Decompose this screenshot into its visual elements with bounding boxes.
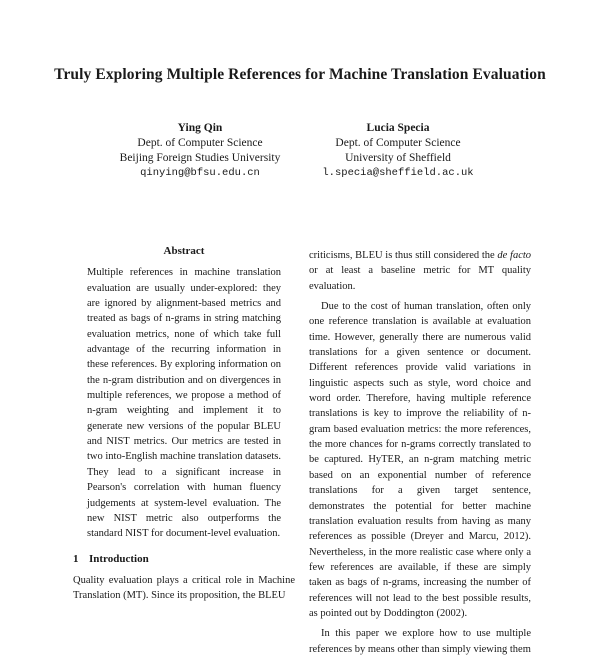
paper-title: Truly Exploring Multiple References for Machine Translation Evaluation (54, 66, 546, 83)
author-department: Dept. of Computer Science (335, 137, 461, 149)
paragraph-text: criticisms, BLEU is thus still considered the (309, 250, 495, 261)
author-name: Ying Qin (177, 122, 223, 134)
author-block-2 (298, 121, 498, 181)
author-institution: University of Sheffield (345, 152, 451, 164)
author-department: Dept. of Computer Science (137, 137, 263, 149)
author-block-1 (100, 121, 300, 181)
paragraph-text: or at least a baseline metric for MT quality evaluation. (309, 265, 531, 292)
right-column (309, 248, 531, 657)
body-paragraph-3: In this paper we explore how to use multiple references by means other than simply viewing them (309, 628, 531, 655)
section-title: Introduction (89, 552, 149, 565)
left-column (73, 244, 295, 604)
abstract-text: Multiple references in machine translation evaluation are usually under-explored: they are ignored by alignment-based metrics and treated as bags of n-grams in string matching evaluation metrics, none of which take full advantage of the recurring information in these references. By exploring information on the n-gram distribution and on divergences in multiple references, we propose a method of n-gram weighting and implement it to generate new versions of the popular BLEU and NIST metrics. Our metrics are tested in two into-English machine translation datasets. They lead to a significant increase in Pearson's correlation with human fluency judgements at system-level evaluation. The new NIST metric also outperforms the standard NIST for document-level evaluation. (87, 267, 281, 540)
body-paragraph-2: Due to the cost of human translation, often only one reference translation is available at evaluation time. However, generally there are numerous valid translations for a given sentence or document. Different references provide valid variations in linguistic aspects such as style, word choice and word order. Therefore, having multiple reference translations is key to improve the reliability of n-gram based evaluation metrics: the more references, the more chances for n-grams correctly translated to be captured. HyTER, an n-gram matching metric based on an exponential number of reference translations for a given target sentence, demonstrates the potential for better machine translation evaluation results from having as many references as possible (Dreyer and Marcu, 2012). Nevertheless, in the more realistic case where only a few references are available, if these are simply taken as bags of n-grams, increasing the number of references will not lead to the best possible results, as pointed out by Doddington (2002). (309, 301, 531, 619)
author-institution: Beijing Foreign Studies University (119, 152, 281, 164)
author-name: Lucia Specia (366, 122, 430, 134)
section-number: 1 (73, 552, 79, 565)
introduction-text: Quality evaluation plays a critical role in Machine Translation (MT). Since its proposition, the BLEU (73, 574, 295, 602)
author-email: l.specia@sheffield.ac.uk (322, 167, 474, 179)
body-paragraph-1 (309, 248, 531, 294)
section-heading-introduction (73, 552, 295, 567)
author-email: qinying@bfsu.edu.cn (140, 167, 260, 179)
abstract-heading: Abstract (163, 245, 205, 257)
italic-term: de facto (497, 250, 532, 261)
